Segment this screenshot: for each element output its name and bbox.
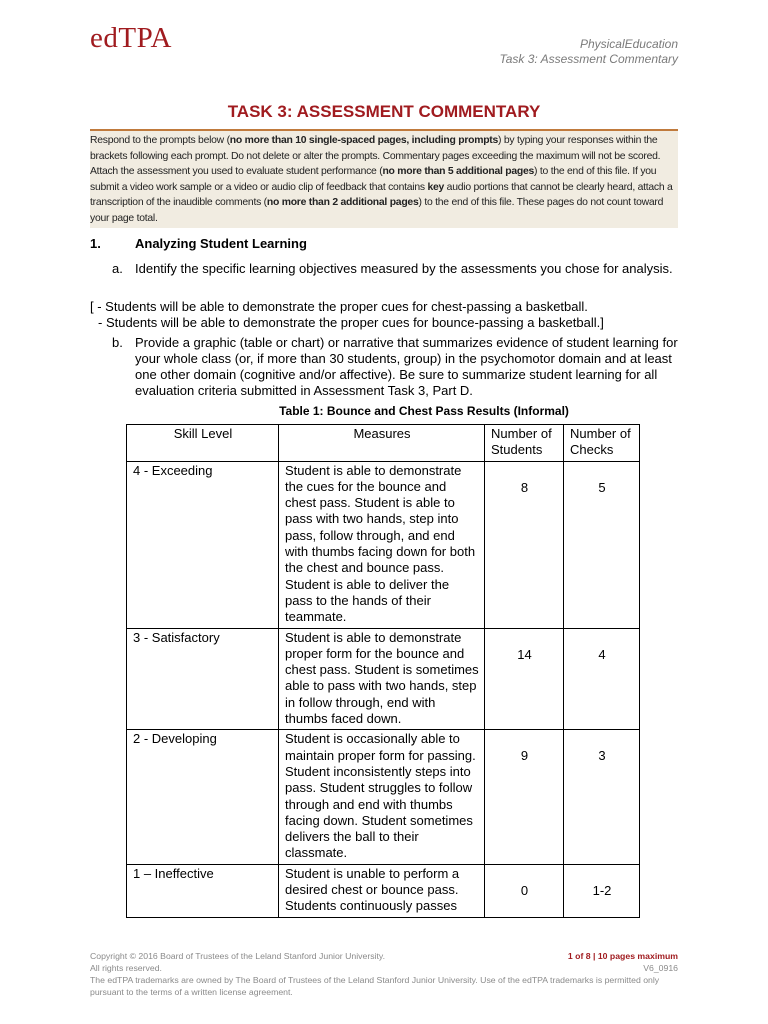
footer-page-count: 1 of 8 | 10 pages maximum — [567, 951, 678, 961]
cell-checks: 5 — [564, 461, 640, 628]
section-number: 1. — [90, 236, 101, 251]
cell-students: 9 — [485, 730, 564, 864]
footer-rights: All rights reserved. — [90, 963, 162, 973]
page-title: TASK 3: ASSESSMENT COMMENTARY — [227, 102, 541, 121]
prompt-a — [112, 261, 682, 277]
cell-students: 0 — [485, 864, 564, 917]
table-row — [127, 628, 640, 730]
prompt-b-text: Provide a graphic (table or chart) or narrative that summarizes evidence of student learning for your whole class (or, if more than 30 students, group) in the psychomotor domain and at least one other domain (cognitive and/or affective). Be sure to summarize student learning for all evaluation criteria submitted in Assessment Task 3, Part D. — [135, 335, 678, 398]
response-line-2: - Students will be able to demonstrate the proper cues for bounce-passing a basketball.] — [98, 315, 604, 330]
section-title: Analyzing Student Learning — [135, 236, 307, 251]
cell-skill-level: 3 - Satisfactory — [127, 628, 279, 730]
instructions-bold: no more than 2 additional pages — [266, 197, 419, 208]
header-right — [499, 37, 678, 67]
cell-measures: Student is able to demonstrate the cues for the bounce and chest pass. Student is able to pass with two hands, step into pass, follow through, and end with thumbs facing down for both the chest and bounce pass. Student is able to deliver the pass to the hands of their teammate. — [279, 461, 485, 628]
instructions-text: ) to the end of this file. These pages do not count toward your page total. — [90, 197, 664, 224]
cell-checks: 4 — [564, 628, 640, 730]
response-line-1: [ - Students will be able to demonstrate the proper cues for chest-passing a basketball. — [90, 299, 588, 314]
footer-copyright: Copyright © 2016 Board of Trustees of the Leland Stanford Junior University. — [90, 951, 386, 961]
cell-measures: Student is occasionally able to maintain proper form for passing. Student inconsistently steps into pass. Student struggles to follow through and end with thumbs facing down. Student sometimes delivers the ball to their classmate. — [279, 730, 485, 864]
table-row — [127, 461, 640, 628]
table-header-row — [127, 425, 640, 462]
table-caption: Table 1: Bounce and Chest Pass Results (Informal) — [279, 404, 569, 418]
footer-right — [568, 950, 678, 974]
header-number-of-students: Number of Students — [485, 425, 564, 462]
footer-trademark: The edTPA trademarks are owned by The Board of Trustees of the Leland Stanford Junior University. Use of the edTPA trademarks is permitted only pursuant to the terms of a written license agreement. — [90, 975, 660, 997]
instructions-text: audio portions that cannot be clearly heard, attach a transcription of the inaudible comments ( — [90, 181, 673, 208]
cell-checks: 3 — [564, 730, 640, 864]
header-subject: PhysicalEducation — [579, 37, 678, 51]
response-a — [90, 299, 690, 331]
instructions-bold: key — [427, 181, 445, 193]
cell-measures: Student is unable to perform a desired chest or bounce pass. Students continuously passes — [279, 864, 485, 917]
prompt-a-label: a. — [112, 261, 123, 276]
cell-skill-level: 1 – Ineffective — [127, 864, 279, 917]
instructions-bold: no more than 10 single-spaced pages, including prompts — [229, 135, 499, 146]
cell-measures: Student is able to demonstrate proper form for the bounce and chest pass. Student is sometimes able to pass with two hands, step in follow through, end with thumbs faced down. — [279, 628, 485, 730]
cell-skill-level: 4 - Exceeding — [127, 461, 279, 628]
header-task: Task 3: Assessment Commentary — [499, 52, 678, 66]
prompt-b-label: b. — [112, 335, 123, 350]
instructions-text: Respond to the prompts below ( — [90, 135, 230, 146]
footer-version: V6_0916 — [643, 963, 678, 973]
header-skill-level: Skill Level — [127, 425, 279, 462]
instructions-text: ) by typing your responses within the brackets following each prompt. Do not delete or alter the prompts. Commentary pages exceeding the maximum will not be scored. Attach the assessment you used to evaluate student performance ( — [90, 135, 661, 177]
instructions-text: ) to the end of this file. If you submit a video work sample or a video or audio clip of feedback that contains — [90, 166, 657, 193]
cell-checks: 1-2 — [564, 864, 640, 917]
prompt-b — [112, 335, 682, 399]
instructions-box — [90, 129, 678, 228]
cell-students: 8 — [485, 461, 564, 628]
instructions-bold: no more than 5 additional pages — [382, 166, 535, 177]
header-measures: Measures — [279, 425, 485, 462]
table-row — [127, 864, 640, 917]
results-table — [126, 424, 640, 918]
header-number-of-checks: Number of Checks — [564, 425, 640, 462]
cell-skill-level: 2 - Developing — [127, 730, 279, 864]
section-heading — [90, 236, 307, 251]
edtpa-logo: edTPA — [90, 22, 172, 54]
cell-students: 14 — [485, 628, 564, 730]
prompt-a-text: Identify the specific learning objectives measured by the assessments you chose for analysis. — [135, 261, 673, 276]
table-row — [127, 730, 640, 864]
